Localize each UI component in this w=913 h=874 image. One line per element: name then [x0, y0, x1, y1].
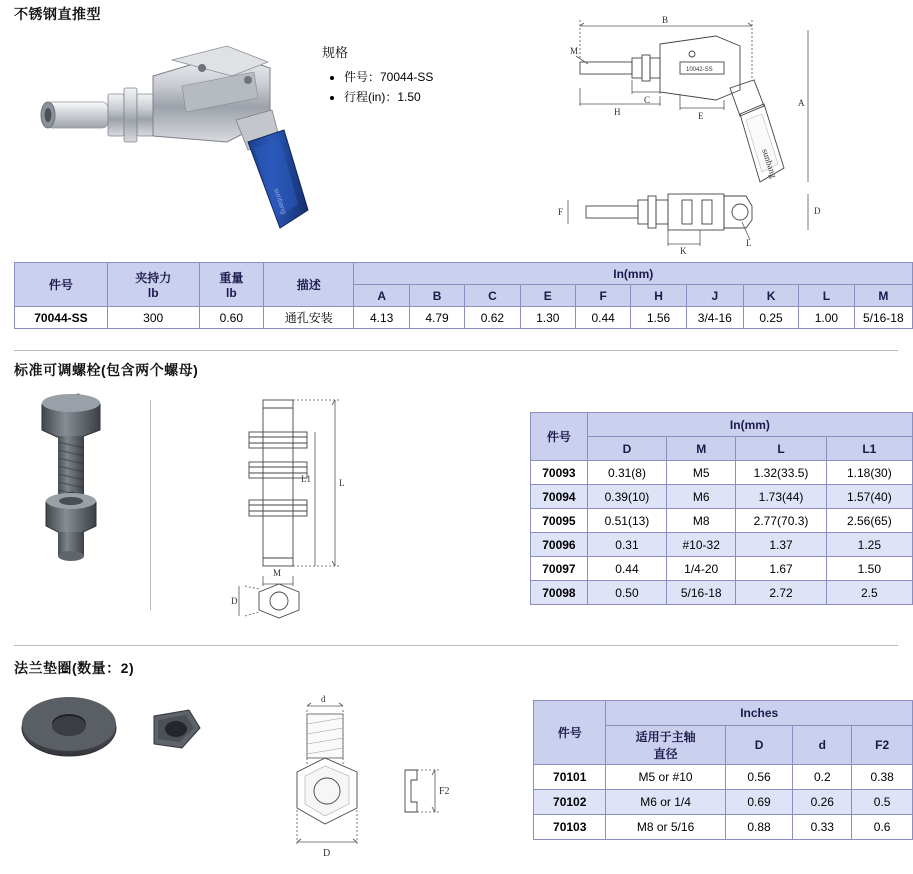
cell-dim-D: 0.31(8) — [587, 461, 666, 485]
table-row — [534, 790, 913, 815]
cell-description: 通孔安装 — [264, 307, 354, 329]
th-spindle-diameter — [606, 726, 725, 765]
cell-dim-D: 0.56 — [725, 765, 793, 790]
cell-dim-L: 2.72 — [736, 581, 826, 605]
table-row — [531, 581, 913, 605]
table-row — [531, 509, 913, 533]
table-row — [15, 307, 913, 329]
spec-heading: 规格 — [322, 45, 349, 60]
cell-dim-D: 0.51(13) — [587, 509, 666, 533]
cell-part-number: 70096 — [531, 533, 588, 557]
cell-dim-F2: 0.5 — [852, 790, 913, 815]
cell-weight: 0.60 — [199, 307, 264, 329]
th-part-number: 件号 — [534, 701, 606, 765]
cell-part-number: 70101 — [534, 765, 606, 790]
svg-text:10042-SS: 10042-SS — [686, 67, 713, 73]
cell-spindle-diameter: M8 or 5/16 — [606, 815, 725, 840]
dim-label-d: d — [321, 694, 326, 704]
cell-dim-L1: 2.5 — [826, 581, 912, 605]
th-dim-L1: L1 — [826, 437, 912, 461]
dim-label-D: D — [323, 848, 331, 859]
dim-label-D: D — [814, 206, 821, 216]
spec-table-clamp — [14, 262, 913, 329]
section-title-stainless-push: 不锈钢直推型 — [14, 6, 101, 22]
cell-dim-L1: 1.25 — [826, 533, 912, 557]
table-header-row — [534, 701, 913, 726]
cell-holding-force: 300 — [107, 307, 199, 329]
th-dim-H: H — [631, 285, 686, 307]
cell-part-number: 70103 — [534, 815, 606, 840]
dim-label-C: C — [644, 95, 651, 105]
th-spindle-diameter-line2: 直径 — [653, 747, 678, 761]
technical-drawing-washer — [245, 690, 525, 865]
th-dim-F2: F2 — [852, 726, 913, 765]
th-dim-A: A — [354, 285, 409, 307]
dim-label-B: B — [662, 15, 669, 25]
cell-dim-d: 0.26 — [793, 790, 852, 815]
cell-dim-D: 0.88 — [725, 815, 793, 840]
spec-table-wrapper-washer — [533, 700, 913, 840]
cell-dim-L1: 1.57(40) — [826, 485, 912, 509]
th-dim-M: M — [854, 285, 912, 307]
cell-dim-L: 2.77(70.3) — [736, 509, 826, 533]
section-divider-1 — [14, 350, 898, 351]
th-dimension-group: In(mm) — [587, 413, 912, 437]
cell-dim-L: 1.37 — [736, 533, 826, 557]
cell-dim-D: 0.31 — [587, 533, 666, 557]
dim-label-A: A — [798, 98, 805, 108]
cell-dim-A: 4.13 — [354, 307, 409, 329]
cell-dim-d: 0.2 — [793, 765, 852, 790]
cell-dim-E: 1.30 — [520, 307, 575, 329]
cell-dim-L: 1.73(44) — [736, 485, 826, 509]
cell-dim-d: 0.33 — [793, 815, 852, 840]
section-title-adjustable-bolt: 标准可调螺栓(包含两个螺母) — [14, 362, 199, 378]
cell-dim-F2: 0.38 — [852, 765, 913, 790]
spec-table-wrapper-clamp — [14, 262, 913, 329]
cell-dim-L1: 1.18(30) — [826, 461, 912, 485]
th-spindle-diameter-line1: 适用于主轴 — [635, 730, 696, 744]
cell-part-number: 70097 — [531, 557, 588, 581]
table-row — [534, 815, 913, 840]
th-dim-D: D — [725, 726, 793, 765]
th-weight-line2: lb — [226, 286, 237, 300]
cell-spindle-diameter: M6 or 1/4 — [606, 790, 725, 815]
cell-dim-D: 0.50 — [587, 581, 666, 605]
cell-dim-L1: 2.56(65) — [826, 509, 912, 533]
th-dim-D: D — [587, 437, 666, 461]
cell-dim-L: 1.67 — [736, 557, 826, 581]
dim-label-K: K — [680, 246, 687, 255]
th-weight — [199, 263, 264, 307]
cell-dim-H: 1.56 — [631, 307, 686, 329]
spec-list — [322, 67, 522, 107]
cell-dim-M: M5 — [667, 461, 736, 485]
dim-label-F2: F2 — [439, 786, 450, 797]
dim-label-L1: L1 — [301, 474, 311, 484]
cell-dim-J: 3/4-16 — [686, 307, 743, 329]
dim-label-E: E — [698, 111, 704, 121]
cell-dim-M: 1/4-20 — [667, 557, 736, 581]
dim-label-D: D — [231, 596, 238, 606]
dim-label-H: H — [614, 107, 621, 117]
cell-part-number: 70044-SS — [15, 307, 108, 329]
spec-table-bolt — [530, 412, 913, 605]
spec-table-washer — [533, 700, 913, 840]
dim-label-L: L — [339, 478, 345, 488]
technical-drawing-clamp — [540, 10, 900, 255]
cell-part-number: 70094 — [531, 485, 588, 509]
cell-part-number: 70098 — [531, 581, 588, 605]
cell-dim-K: 0.25 — [743, 307, 798, 329]
cell-dim-D: 0.69 — [725, 790, 793, 815]
th-dimension-group: Inches — [606, 701, 913, 726]
th-holding-force — [107, 263, 199, 307]
cell-part-number: 70093 — [531, 461, 588, 485]
cell-part-number: 70102 — [534, 790, 606, 815]
table-row — [531, 533, 913, 557]
spec-item-stroke: • 行程(in)：1.50 — [344, 87, 522, 107]
cell-dim-C: 0.62 — [465, 307, 520, 329]
cell-dim-M: #10-32 — [667, 533, 736, 557]
svg-text:sunbang: sunbang — [272, 187, 288, 216]
cell-dim-M: 5/16-18 — [667, 581, 736, 605]
spec-item-part-number: • 件号：70044-SS — [344, 67, 522, 87]
th-dim-J: J — [686, 285, 743, 307]
th-dim-B: B — [409, 285, 464, 307]
product-photo-bolt — [20, 386, 130, 576]
drawing-brand-label: sunbang — [760, 147, 779, 180]
cell-spindle-diameter: M5 or #10 — [606, 765, 725, 790]
th-dim-F: F — [575, 285, 630, 307]
section-divider-2 — [14, 645, 898, 646]
cell-dim-F: 0.44 — [575, 307, 630, 329]
cell-dim-L: 1.00 — [799, 307, 854, 329]
table-row — [531, 461, 913, 485]
cell-dim-D: 0.44 — [587, 557, 666, 581]
cell-dim-B: 4.79 — [409, 307, 464, 329]
table-row — [534, 765, 913, 790]
cell-dim-D: 0.39(10) — [587, 485, 666, 509]
product-photo-washer — [14, 686, 214, 776]
dim-label-M: M — [273, 568, 282, 578]
th-holding-force-line1: 夹持力 — [135, 271, 172, 285]
dim-label-M: M — [570, 46, 579, 56]
cell-dim-M: M6 — [667, 485, 736, 509]
table-row — [531, 485, 913, 509]
th-part-number: 件号 — [15, 263, 108, 307]
table-header-row — [531, 413, 913, 437]
dim-label-L: L — [746, 238, 752, 248]
table-header-row — [15, 263, 913, 285]
cell-dim-L1: 1.50 — [826, 557, 912, 581]
table-header-row-dims — [531, 437, 913, 461]
section-title-flange-washer: 法兰垫圈(数量：2) — [14, 660, 135, 676]
spec-block — [322, 42, 522, 107]
table-row — [531, 557, 913, 581]
cell-part-number: 70095 — [531, 509, 588, 533]
spec-table-wrapper-bolt — [530, 412, 913, 605]
th-part-number: 件号 — [531, 413, 588, 461]
th-description: 描述 — [264, 263, 354, 307]
th-dim-d: d — [793, 726, 852, 765]
th-dim-M: M — [667, 437, 736, 461]
cell-dim-F2: 0.6 — [852, 815, 913, 840]
th-weight-line1: 重量 — [219, 271, 244, 285]
dim-label-F: F — [558, 207, 564, 217]
cell-dim-M: M8 — [667, 509, 736, 533]
th-dim-C: C — [465, 285, 520, 307]
th-dimension-group: In(mm) — [354, 263, 913, 285]
product-photo-toggle-clamp — [22, 24, 312, 239]
cell-dim-M: 5/16-18 — [854, 307, 912, 329]
th-dim-L: L — [799, 285, 854, 307]
th-holding-force-line2: lb — [147, 286, 159, 300]
technical-drawing-bolt — [175, 386, 505, 626]
th-dim-K: K — [743, 285, 798, 307]
th-dim-L: L — [736, 437, 826, 461]
cell-dim-L: 1.32(33.5) — [736, 461, 826, 485]
vertical-divider — [150, 400, 151, 610]
th-dim-E: E — [520, 285, 575, 307]
